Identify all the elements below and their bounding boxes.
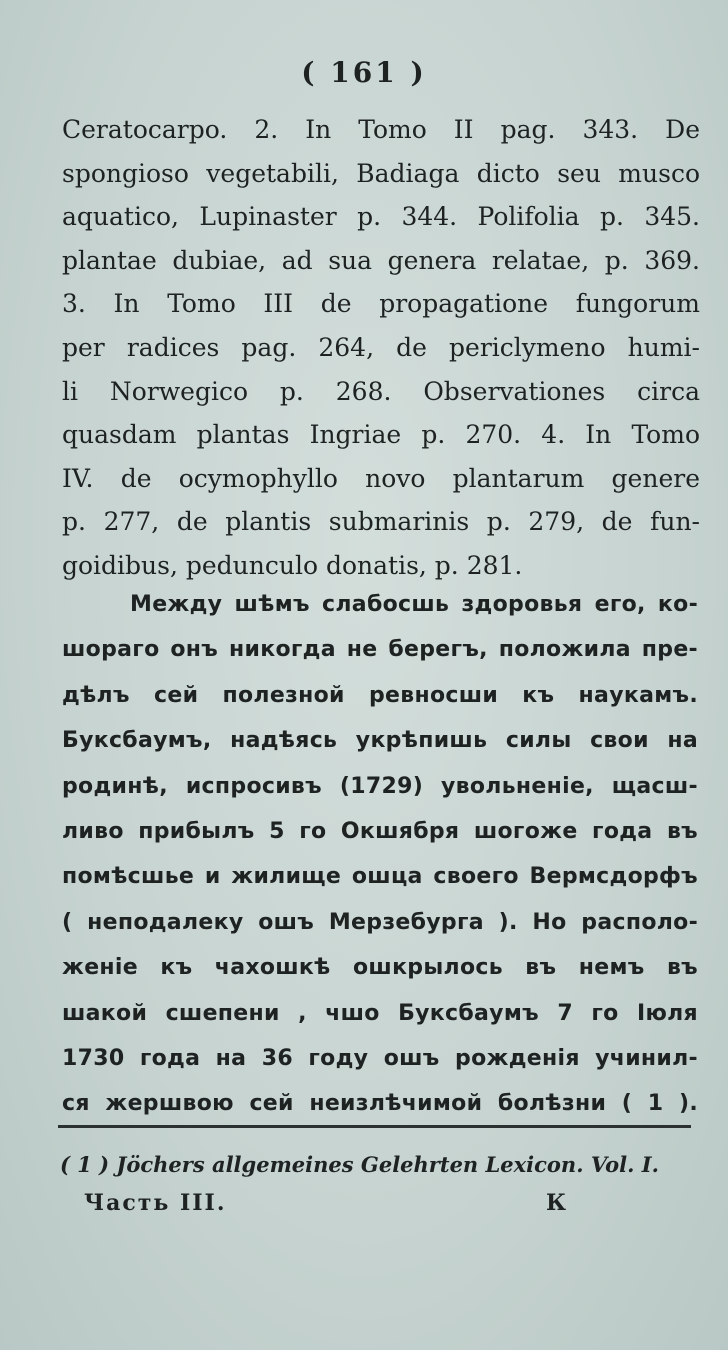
text-line: plantae dubiae, ad sua genera relatae, p. 369. <box>62 245 700 275</box>
latin-paragraph <box>62 108 700 588</box>
text-line: 3. In Tomo III de propagatione fungorum <box>62 289 700 319</box>
text-line: Буксбаумъ, надѣясь укрѣпишь силы свои на <box>62 728 698 754</box>
text-line: goidibus, pedunculo donatis, p. 281. <box>62 550 523 580</box>
text-line: женіе къ чахошкѣ ошкрылось въ немъ въ <box>62 955 698 981</box>
text-line: p. 277, de plantis submarinis p. 279, de fun- <box>62 507 700 537</box>
text-line: Ceratocarpo. 2. In Tomo II pag. 343. De <box>62 115 700 144</box>
russian-paragraph <box>62 582 698 1127</box>
text-line: li Norwegico p. 268. Observationes circa <box>62 376 700 406</box>
text-line: 1730 года на 36 году ошъ рожденія учинил- <box>62 1046 698 1072</box>
text-line: quasdam plantas Ingriae p. 270. 4. In Tomo <box>62 420 700 450</box>
part-label: Часть III. <box>84 1190 227 1216</box>
text-line: IV. de ocymophyllo novo plantarum genere <box>62 463 700 493</box>
text-line: spongioso vegetabili, Badiaga dicto seu musco <box>62 158 700 188</box>
text-line: дѣлъ сей полезной ревносши къ наукамъ. <box>62 682 698 708</box>
page-number: ( 161 ) <box>301 56 427 89</box>
footnote-divider <box>58 1125 691 1128</box>
signature-letter: К <box>546 1190 569 1216</box>
footnote: ( 1 ) Jöchers allgemeines Gelehrten Lexicon. Vol. I. <box>60 1152 659 1177</box>
text-line: per radices pag. 264, de periclymeno humi- <box>62 332 700 362</box>
text-line: Между шѣмъ слабосшь здоровья его, ко- <box>130 592 698 617</box>
text-line: помѣсшье и жилище ошца своего Вермсдорфъ <box>62 864 698 890</box>
text-line: ся жершвою сей неизлѣчимой болѣзни ( 1 ). <box>62 1091 698 1117</box>
text-line: ( неподалеку ошъ Мерзебурга ). Но располо- <box>62 909 698 935</box>
text-line: aquatico, Lupinaster p. 344. Polifolia p. 345. <box>62 202 700 232</box>
signature-line <box>84 1190 704 1216</box>
text-line: шакой сшепени , чшо Буксбаумъ 7 го Іюля <box>62 1000 698 1026</box>
text-line: шораго онъ никогда не берегъ, положила пре- <box>62 637 698 663</box>
text-line: ливо прибылъ 5 го Окшября шогожe года въ <box>62 819 698 845</box>
text-line: родинѣ, испросивъ (1729) увольненіе, щасш- <box>62 773 698 799</box>
